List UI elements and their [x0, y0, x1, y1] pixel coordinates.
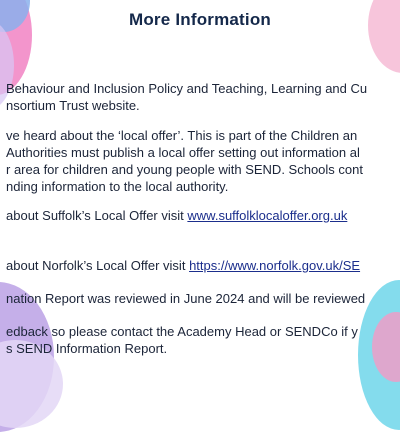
review-date-paragraph — [6, 290, 365, 307]
text-line: nsortium Trust website. — [6, 98, 140, 113]
suffolk-offer-paragraph — [6, 207, 347, 224]
page-title: More Information — [128, 10, 272, 29]
text-line: about Suffolk’s Local Offer visit — [6, 208, 188, 223]
text-line: about Norfolk’s Local Offer visit — [6, 258, 190, 273]
text-line: Authorities must publish a local offer setting out information al — [6, 145, 360, 160]
text-line: Behaviour and Inclusion Policy and Teaching, Learning and Cu — [6, 81, 368, 96]
local-offer-paragraph — [6, 127, 363, 195]
text-line: nding information to the local authority. — [6, 179, 229, 194]
text-line: ve heard about the ‘local offer’. This is part of the Children an — [6, 128, 358, 143]
text-line: nation Report was reviewed in June 2024 and will be reviewed — [6, 291, 366, 306]
text-line: r area for children and young people with SEND. Schools cont — [6, 162, 363, 177]
feedback-paragraph — [6, 323, 358, 357]
text-line: edback so please contact the Academy Head or SENDCo if y — [6, 324, 358, 339]
norfolk-offer-paragraph — [6, 257, 360, 274]
suffolk-local-offer-link[interactable]: www.suffolklocaloffer.org.uk — [187, 208, 348, 223]
norfolk-local-offer-link[interactable]: https://www.norfolk.gov.uk/SE — [189, 258, 361, 273]
text-line: s SEND Information Report. — [6, 341, 168, 356]
policy-paragraph — [6, 80, 367, 114]
